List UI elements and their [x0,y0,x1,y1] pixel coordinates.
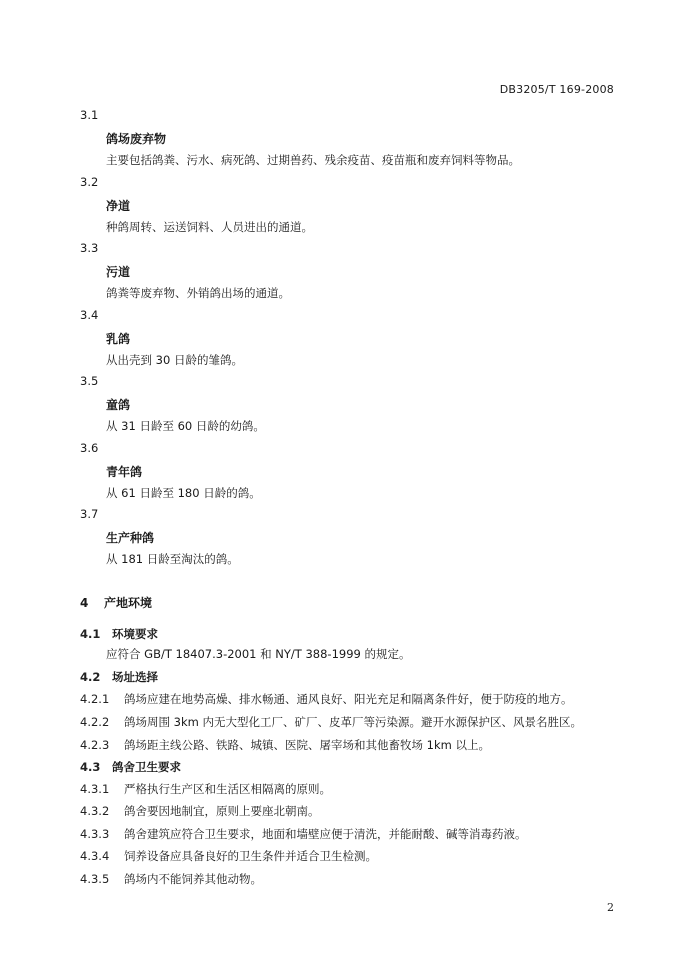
clause-text: 饲养设备应具备良好的卫生条件并适合卫生检测。 [124,849,377,863]
page-number: 2 [607,901,614,914]
section-4-heading [80,594,152,611]
term-definition: 主要包括鸽粪、污水、病死鸽、过期兽药、残余疫苗、疫苗瓶和废弃饲料等物品。 [106,153,520,167]
section-number: 4 [80,596,89,610]
term-name: 青年鸽 [106,464,143,479]
term-entry [0,308,680,375]
term-number: 3.1 [80,108,99,122]
term-number: 3.6 [80,440,99,455]
term-number: 3.2 [80,174,99,189]
terms-section [0,108,680,574]
subsection-4-3-heading [80,759,181,775]
clause-item [80,737,490,753]
section-title: 产地环境 [104,596,153,610]
clause-item [80,803,320,819]
term-name: 乳鸽 [106,331,131,346]
subsection-4-1-heading [80,626,158,642]
term-entry [0,441,680,508]
clause-number: 4.2.3 [80,738,110,752]
clause-text: 鸽舍要因地制宜，原则上要座北朝南。 [124,804,320,818]
clause-number: 4.3.3 [80,827,110,841]
term-entry [0,108,680,175]
clause-item [80,691,573,707]
clause-item [80,781,331,797]
subsection-number: 4.2 [80,670,101,684]
clause-text: 严格执行生产区和生活区相隔离的原则。 [124,782,331,796]
clause-number: 4.2.1 [80,692,110,706]
term-definition: 从 181 日龄至淘汰的鸽。 [106,552,239,566]
term-definition: 从 31 日龄至 60 日龄的幼鸽。 [106,419,265,433]
term-number: 3.4 [80,307,99,322]
clause-number: 4.3.2 [80,804,110,818]
clause-item [80,871,262,887]
term-number: 3.5 [80,374,99,388]
subsection-number: 4.1 [80,627,101,641]
term-definition: 从出壳到 30 日龄的雏鸽。 [106,352,243,367]
term-definition: 鸽粪等废弃物、外销鸽出场的通道。 [106,286,290,300]
subsection-title: 鸽舍卫生要求 [112,760,181,774]
term-number: 3.3 [80,241,99,255]
subsection-title: 环境要求 [112,627,158,641]
clause-item [80,826,527,842]
subsection-title: 场址选择 [112,670,158,684]
subsection-4-2-heading [80,669,158,685]
clause-text: 鸽场应建在地势高燥、排水畅通、通风良好、阳光充足和隔离条件好，便于防疫的地方。 [124,692,573,706]
clause-number: 4.2.2 [80,715,110,729]
term-name: 鸽场废弃物 [106,132,167,146]
clause-text: 鸽场内不能饲养其他动物。 [124,872,262,886]
subsection-4-1-text: 应符合 GB/T 18407.3-2001 和 NY/T 388-1999 的规定。 [106,647,411,661]
term-definition: 从 61 日龄至 180 日龄的鸽。 [106,485,261,500]
term-entry [0,507,680,574]
term-entry [0,374,680,441]
clause-text: 鸽场周围 3km 内无大型化工厂、矿厂、皮革厂等污染源。避开水源保护区、风景名胜区。 [124,715,582,729]
clause-item [80,714,582,730]
term-definition: 种鸽周转、运送饲料、人员进出的通道。 [106,219,313,234]
term-entry [0,241,680,308]
clause-number: 4.3.4 [80,849,110,863]
clause-text: 鸽舍建筑应符合卫生要求，地面和墙壁应便于清洗，并能耐酸、碱等消毒药液。 [124,827,527,841]
term-entry [0,175,680,242]
document-id-header: DB3205/T 169-2008 [499,83,614,96]
term-number: 3.7 [80,507,99,521]
term-name: 净道 [106,198,131,213]
clause-number: 4.3.1 [80,782,110,796]
term-name: 污道 [106,265,131,279]
subsection-number: 4.3 [80,760,101,774]
clause-item [80,848,377,864]
clause-number: 4.3.5 [80,872,110,886]
clause-text: 鸽场距主线公路、铁路、城镇、医院、屠宰场和其他畜牧场 1km 以上。 [124,738,490,752]
term-name: 生产种鸽 [106,531,155,545]
term-name: 童鸽 [106,398,131,412]
